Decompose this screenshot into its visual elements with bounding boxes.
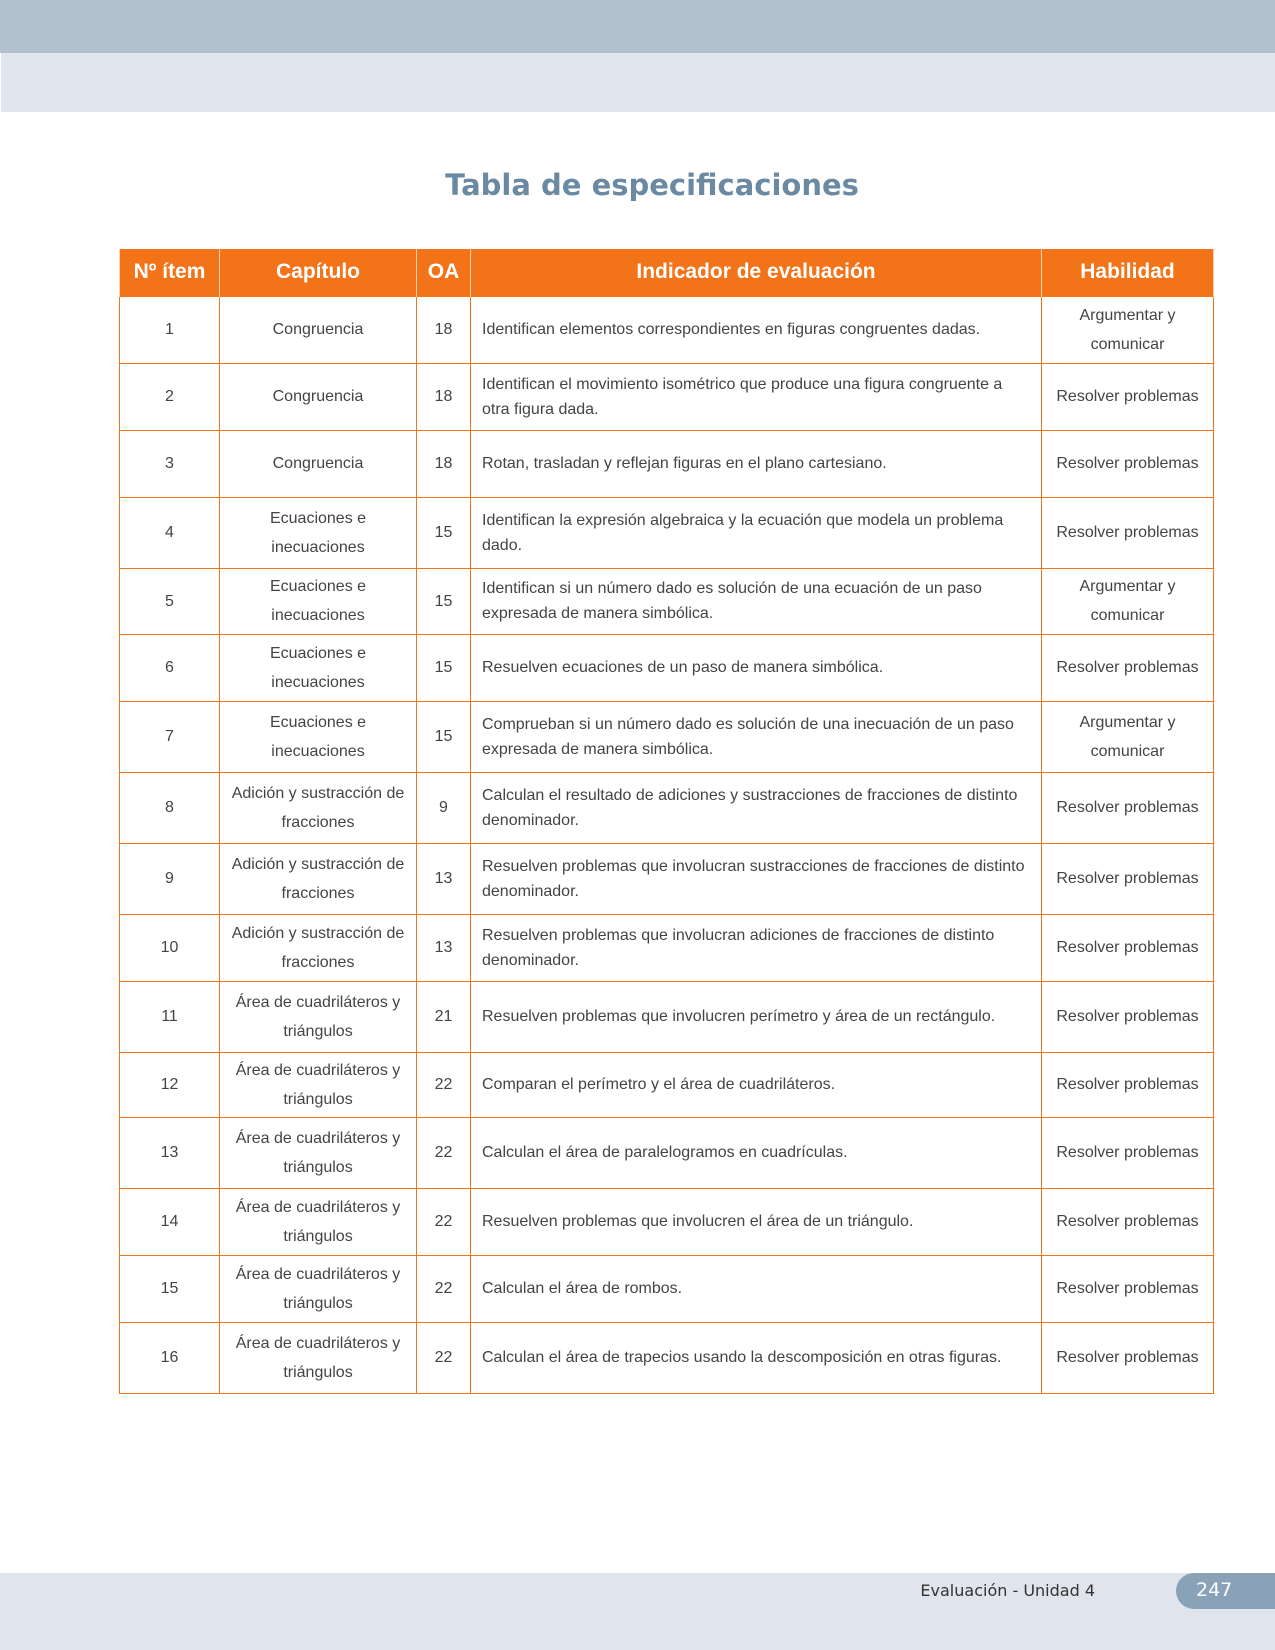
footer-text: Evaluación - Unidad 4	[920, 1581, 1095, 1600]
cell-chapter: Área de cuadriláteros y triángulos	[220, 1188, 417, 1255]
cell-item-number: 10	[120, 914, 220, 981]
cell-indicator: Resuelven ecuaciones de un paso de manera simbólica.	[471, 634, 1042, 701]
table-row	[120, 568, 1214, 634]
cell-skill: Resolver problemas	[1042, 1188, 1214, 1255]
header-band	[0, 0, 1275, 53]
cell-skill: Resolver problemas	[1042, 843, 1214, 914]
header-oa: OA	[417, 249, 471, 296]
cell-indicator: Comprueban si un número dado es solución de una inecuación de un paso expresada de manera simbólica.	[471, 701, 1042, 772]
cell-oa: 9	[417, 772, 471, 843]
cell-item-number: 16	[120, 1322, 220, 1393]
cell-indicator: Calculan el resultado de adiciones y sustracciones de fracciones de distinto denominador.	[471, 772, 1042, 843]
header-skill: Habilidad	[1042, 249, 1214, 296]
page-title: Tabla de especificaciones	[445, 168, 859, 202]
cell-indicator: Resuelven problemas que involucren el área de un triángulo.	[471, 1188, 1042, 1255]
table-row	[120, 981, 1214, 1052]
table-row	[120, 914, 1214, 981]
header-item: Nº ítem	[120, 249, 220, 296]
cell-skill: Resolver problemas	[1042, 772, 1214, 843]
cell-item-number: 9	[120, 843, 220, 914]
cell-indicator: Resuelven problemas que involucran sustracciones de fracciones de distinto denominador.	[471, 843, 1042, 914]
specifications-table	[119, 249, 1214, 1394]
cell-skill: Resolver problemas	[1042, 914, 1214, 981]
header-indicator: Indicador de evaluación	[471, 249, 1042, 296]
table-row	[120, 1052, 1214, 1117]
cell-chapter: Congruencia	[220, 296, 417, 363]
cell-skill: Argumentar y comunicar	[1042, 296, 1214, 363]
table-header-row	[120, 249, 1214, 296]
cell-indicator: Calculan el área de paralelogramos en cuadrículas.	[471, 1117, 1042, 1188]
cell-skill: Resolver problemas	[1042, 363, 1214, 430]
cell-indicator: Identifican la expresión algebraica y la ecuación que modela un problema dado.	[471, 497, 1042, 568]
cell-skill: Resolver problemas	[1042, 981, 1214, 1052]
cell-chapter: Adición y sustracción de fracciones	[220, 843, 417, 914]
cell-indicator: Rotan, trasladan y reflejan figuras en el plano cartesiano.	[471, 430, 1042, 497]
cell-indicator: Resuelven problemas que involucran adiciones de fracciones de distinto denominador.	[471, 914, 1042, 981]
cell-chapter: Adición y sustracción de fracciones	[220, 772, 417, 843]
cell-skill: Resolver problemas	[1042, 1322, 1214, 1393]
cell-item-number: 1	[120, 296, 220, 363]
cell-item-number: 6	[120, 634, 220, 701]
table-row	[120, 1188, 1214, 1255]
cell-item-number: 8	[120, 772, 220, 843]
cell-oa: 15	[417, 634, 471, 701]
cell-skill: Resolver problemas	[1042, 430, 1214, 497]
cell-indicator: Identifican si un número dado es solución de una ecuación de un paso expresada de manera simbólica.	[471, 568, 1042, 634]
cell-item-number: 15	[120, 1255, 220, 1322]
cell-indicator: Calculan el área de trapecios usando la descomposición en otras figuras.	[471, 1322, 1042, 1393]
cell-indicator: Identifican el movimiento isométrico que produce una figura congruente a otra figura dada.	[471, 363, 1042, 430]
cell-indicator: Resuelven problemas que involucren perímetro y área de un rectángulo.	[471, 981, 1042, 1052]
page-number: 247	[1176, 1573, 1275, 1609]
table-row	[120, 772, 1214, 843]
table-row	[120, 1117, 1214, 1188]
cell-skill: Resolver problemas	[1042, 634, 1214, 701]
cell-oa: 22	[417, 1255, 471, 1322]
table-row	[120, 430, 1214, 497]
cell-oa: 15	[417, 701, 471, 772]
cell-oa: 21	[417, 981, 471, 1052]
table-row	[120, 843, 1214, 914]
cell-item-number: 11	[120, 981, 220, 1052]
cell-chapter: Congruencia	[220, 363, 417, 430]
cell-chapter: Congruencia	[220, 430, 417, 497]
cell-oa: 22	[417, 1322, 471, 1393]
cell-oa: 18	[417, 363, 471, 430]
cell-chapter: Área de cuadriláteros y triángulos	[220, 1052, 417, 1117]
cell-indicator: Comparan el perímetro y el área de cuadriláteros.	[471, 1052, 1042, 1117]
cell-indicator: Identifican elementos correspondientes en figuras congruentes dadas.	[471, 296, 1042, 363]
table-row	[120, 1322, 1214, 1393]
cell-oa: 22	[417, 1117, 471, 1188]
cell-skill: Resolver problemas	[1042, 1255, 1214, 1322]
cell-chapter: Adición y sustracción de fracciones	[220, 914, 417, 981]
table-row	[120, 1255, 1214, 1322]
cell-chapter: Ecuaciones e inecuaciones	[220, 634, 417, 701]
cell-item-number: 3	[120, 430, 220, 497]
cell-item-number: 14	[120, 1188, 220, 1255]
cell-chapter: Área de cuadriláteros y triángulos	[220, 1255, 417, 1322]
cell-oa: 15	[417, 568, 471, 634]
table-row	[120, 634, 1214, 701]
cell-item-number: 4	[120, 497, 220, 568]
table-row	[120, 497, 1214, 568]
table-row	[120, 701, 1214, 772]
cell-chapter: Área de cuadriláteros y triángulos	[220, 981, 417, 1052]
table-row	[120, 296, 1214, 363]
cell-skill: Resolver problemas	[1042, 497, 1214, 568]
table-row	[120, 363, 1214, 430]
cell-oa: 22	[417, 1052, 471, 1117]
cell-chapter: Área de cuadriláteros y triángulos	[220, 1117, 417, 1188]
cell-oa: 18	[417, 296, 471, 363]
cell-chapter: Área de cuadriláteros y triángulos	[220, 1322, 417, 1393]
cell-chapter: Ecuaciones e inecuaciones	[220, 568, 417, 634]
cell-oa: 13	[417, 914, 471, 981]
cell-chapter: Ecuaciones e inecuaciones	[220, 701, 417, 772]
cell-item-number: 12	[120, 1052, 220, 1117]
cell-item-number: 2	[120, 363, 220, 430]
cell-skill: Resolver problemas	[1042, 1117, 1214, 1188]
cell-oa: 22	[417, 1188, 471, 1255]
cell-skill: Argumentar y comunicar	[1042, 568, 1214, 634]
cell-indicator: Calculan el área de rombos.	[471, 1255, 1042, 1322]
cell-skill: Resolver problemas	[1042, 1052, 1214, 1117]
header-subband	[1, 53, 1275, 112]
cell-skill: Argumentar y comunicar	[1042, 701, 1214, 772]
cell-oa: 18	[417, 430, 471, 497]
cell-item-number: 13	[120, 1117, 220, 1188]
cell-item-number: 7	[120, 701, 220, 772]
cell-chapter: Ecuaciones e inecuaciones	[220, 497, 417, 568]
cell-item-number: 5	[120, 568, 220, 634]
header-chapter: Capítulo	[220, 249, 417, 296]
cell-oa: 15	[417, 497, 471, 568]
cell-oa: 13	[417, 843, 471, 914]
